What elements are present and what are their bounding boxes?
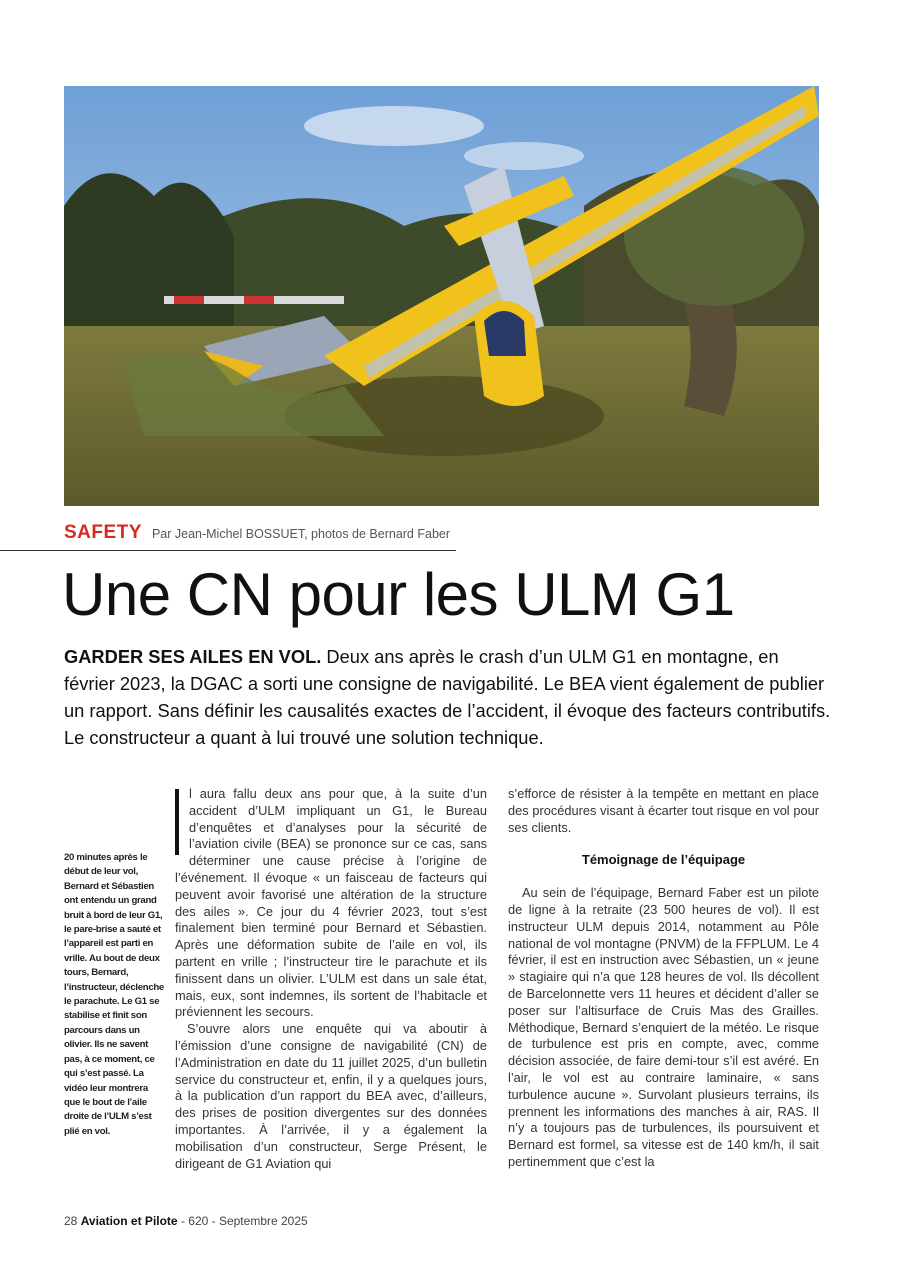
article-column-2 — [508, 786, 819, 1171]
page-footer — [64, 1214, 308, 1228]
column-1-paragraph-2: S’ouvre alors une enquête qui va aboutir à l’émission d’une consigne de navigabilité (CN) de l’Administration en date du 11 juillet 2025, d’un bulletin service du constructeur et, enfin, il y a quelques jours, à la publication d’un rapport du BEA avec, d’ailleurs, des prises de position divergentes sur des données importantes. À l’arrivée, il y a également la mobilisation d’un constructeur, Serge Présent, le dirigeant de G1 Aviation qui — [175, 1021, 487, 1171]
article-title: Une CN pour les ULM G1 — [62, 561, 735, 628]
lead-text: Deux ans après le crash d’un ULM G1 en montagne, en février 2023, la DGAC a sorti une consigne de navigabilité. Le BEA vient également de publier un rapport. Sans définir les causalités exactes de l’accident, il évoque des facteurs contributifs. Le constructeur a quant à lui trouvé une solution technique. — [64, 646, 831, 748]
column-2-subheading: Témoignage de l’équipage — [581, 852, 746, 868]
section-header — [64, 522, 459, 548]
section-label: SAFETY — [64, 522, 142, 543]
article-column-1 — [175, 786, 487, 1172]
article-lead — [64, 643, 834, 751]
column-2-paragraph-2: Au sein de l’équipage, Bernard Faber est un pilote de ligne à la retraite (23 500 heures de vol). Il est instructeur ULM depuis 2014, notamment au Pôle national de vol montagne (PNVM) de la FFPLUM. Le 4 février, il est en instruction avec Sébastien, un « jeune » stagiaire qui n’a que 128 heures de vol. Ils décollent de Barcelonnette vers 11 heures et décident d’aller se poser sur l’altisurface de Cruis Mas des Grailles. Méthodique, Bernard s’enquiert de la météo. Le risque de turbulence est pris en compte, avec, comme décision associée, de faire demi-tour s’il est avéré. En l’air, le vol est au contraire laminaire, « sans turbulence aucune ». Survolant plusieurs terrains, ils prennent les informations des manches à air, RAS. Il n’y a toujours pas de turbulences, ils poursuivent et Bernard est formel, sa vitesse est de 140 km/h, il sait pertinemment que c’est la — [508, 885, 819, 1169]
page-number: 28 — [64, 1214, 78, 1228]
lead-caps: GARDER SES AILES EN VOL. — [64, 646, 322, 667]
drop-cap-bar — [175, 789, 179, 855]
column-1-paragraph-1-text: l aura fallu deux ans pour que, à la suite d’un accident d’ULM impliquant un G1, le Bureau d’enquêtes et d’analyses pour la sécurité de l’aviation civile (BEA) se prononce sur ce cas, sans déterminer une cause précise à l’origine de l’événement. Il évoque « un faisceau de facteurs qui peuvent avoir favorisé une altération de la structure des ailes ». Ce jour du 4 février 2023, tout s’est finalement bien terminé pour Bernard et Sébastien. Après une déformation subite de l’aile en vol, ils partent en vrille ; l’instructeur tire le parachute et ils finissent dans un olivier. L’ULM est dans un sale état, mais, eux, sont indemnes, ils sortent de l’habitacle et préviennent les secours. — [175, 786, 487, 1020]
photo-caption: 20 minutes après le début de leur vol, Bernard et Sébastien ont entendu un grand bruit à bord de leur G1, le pare-brise a sauté et l’appareil est parti en vrille. Au bout de deux tours, Bernard, l’instructeur, déclenche le parachute. Le G1 se stabilise et finit son parcours dans un olivier. Ils ne savent pas, à ce moment, ce qui s’est passé. La vidéo leur montrera que le bout de l’aile droite de l’ULM s’est plié en vol. — [64, 852, 164, 1137]
section-rule — [0, 550, 456, 551]
byline: Par Jean-Michel BOSSUET, photos de Bernard Faber — [151, 527, 451, 541]
crash-photo-illustration — [64, 86, 819, 506]
column-1-paragraph-1 — [175, 786, 487, 1021]
crash-photo — [64, 86, 819, 506]
issue-info: - 620 - Septembre 2025 — [177, 1214, 308, 1228]
publication-name: Aviation et Pilote — [80, 1214, 178, 1228]
column-2-paragraph-1: s’efforce de résister à la tempête en mettant en place des procédures visant à écarter tout risque en vol pour ses clients. — [508, 786, 819, 835]
